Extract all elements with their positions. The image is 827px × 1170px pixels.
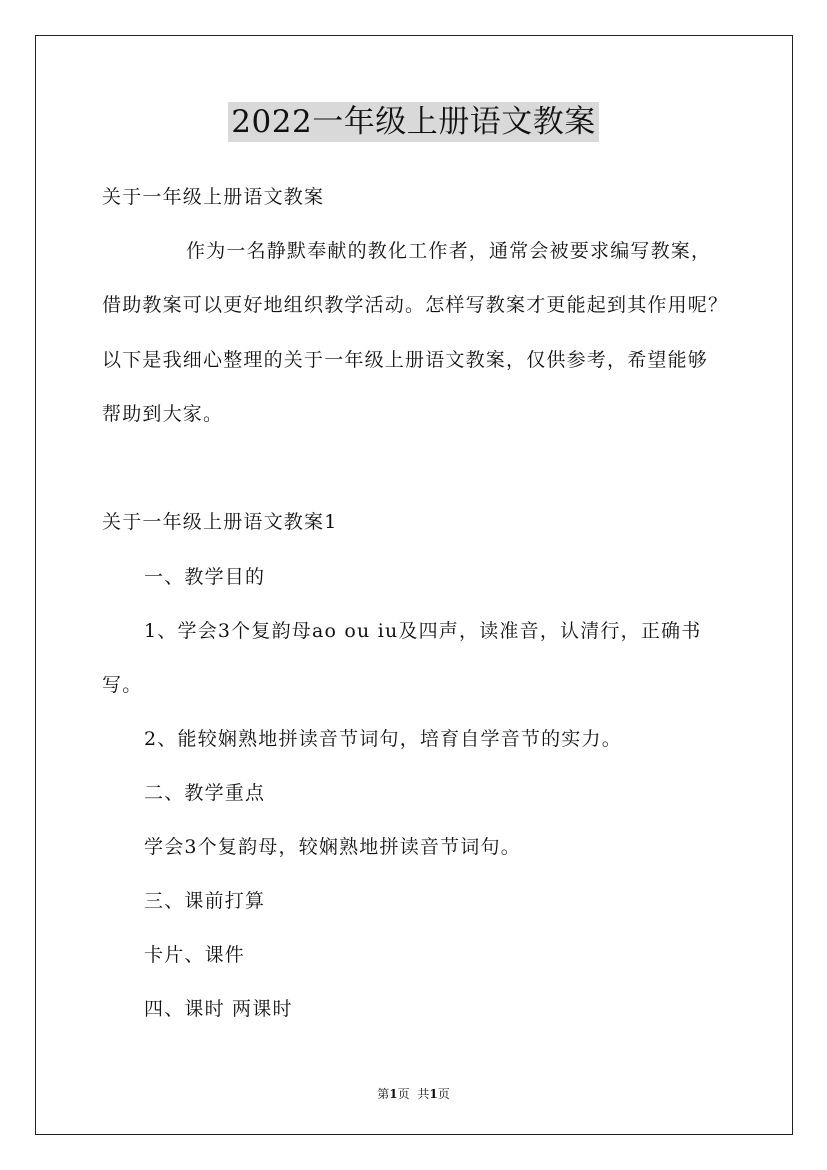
intro-paragraph-line: 借助教案可以更好地组织教学活动。怎样写教案才更能起到其作用呢？ [102, 294, 729, 316]
section-item: 卡片、课件 [144, 944, 246, 966]
footer-page-number: 1 [389, 1087, 398, 1101]
document-title-text: 2022一年级上册语文教案 [228, 102, 598, 142]
intro-paragraph-line: 帮助到大家。 [102, 403, 224, 425]
footer-page-suffix: 页 [397, 1087, 410, 1101]
footer-total-suffix: 页 [437, 1087, 450, 1101]
section-item: 四、课时 两课时 [144, 998, 293, 1020]
section-item: 1、学会3个复韵母ao ou iu及四声，读准音，认清行，正确书 [144, 620, 702, 642]
footer-total-number: 1 [429, 1087, 438, 1101]
section-item: 学会3个复韵母，较娴熟地拼读音节词句。 [144, 836, 521, 858]
intro-paragraph-line: 作为一名静默奉献的教化工作者，通常会被要求编写教案， [186, 240, 712, 262]
section-item: 写。 [102, 674, 143, 696]
intro-heading: 关于一年级上册语文教案 [102, 186, 325, 208]
section-item: 二、教学重点 [144, 782, 266, 804]
footer-total-prefix: 共 [417, 1087, 430, 1101]
section-heading: 关于一年级上册语文教案1 [102, 511, 338, 533]
footer-page-prefix: 第 [377, 1087, 390, 1101]
intro-paragraph-line: 以下是我细心整理的关于一年级上册语文教案，仅供参考，希望能够 [102, 349, 709, 371]
document-title [0, 96, 827, 141]
section-item: 三、课前打算 [144, 890, 266, 912]
page-footer [0, 1085, 827, 1102]
section-item: 2、能较娴熟地拼读音节词句，培育自学音节的实力。 [144, 728, 622, 750]
section-item: 一、教学目的 [144, 566, 266, 588]
